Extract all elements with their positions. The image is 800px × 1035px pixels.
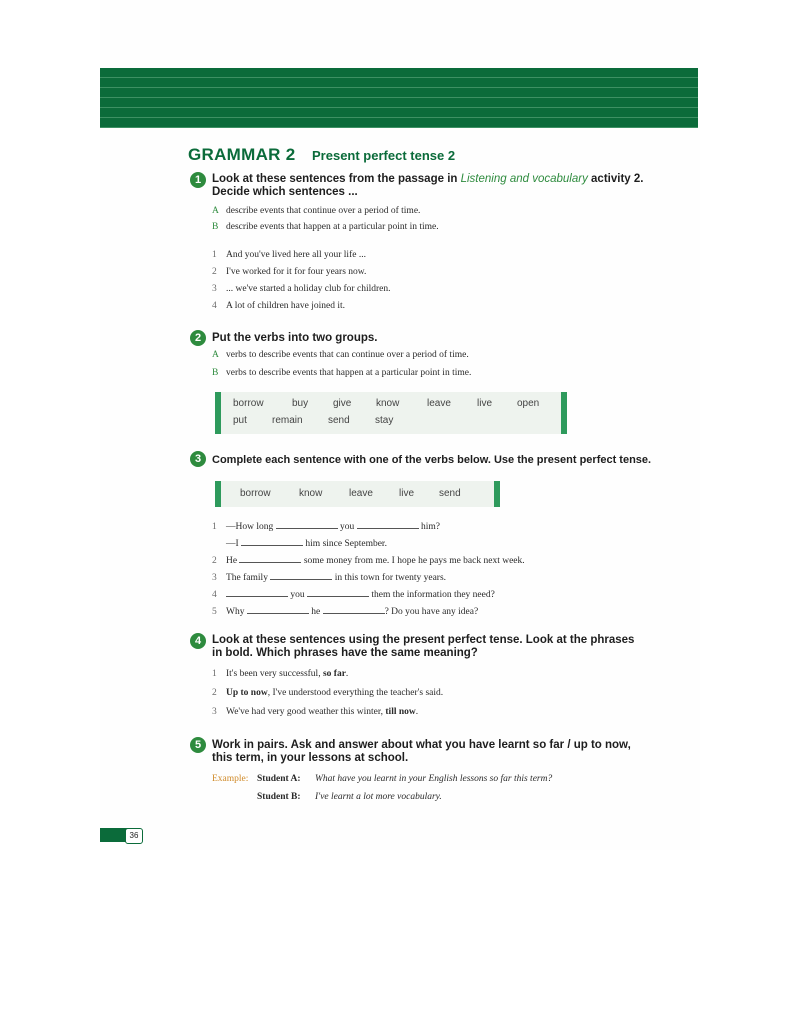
exercise-2-instruction: Put the verbs into two groups. — [212, 332, 378, 344]
word-box-left-bar — [215, 481, 221, 507]
word: give — [333, 398, 352, 409]
word: send — [439, 488, 461, 499]
exercise-5-instruction: Work in pairs. Ask and answer about what you have learnt so far / up to now, this term, in your lessons at school. — [212, 739, 631, 764]
ex3-sentence-2: 2 He some money from me. I hope he pays me back next week. — [212, 553, 525, 566]
header-band — [100, 68, 698, 128]
ex4-sentence-3: 3 We've had very good weather this winter, till now. — [212, 707, 419, 717]
word-box-right-bar — [561, 392, 567, 434]
ex3-sentence-5: 5 Why he ? Do you have any idea? — [212, 604, 478, 617]
ex1-sentence-3: 3 ... we've started a holiday club for children. — [212, 284, 391, 294]
ex1-sentence-4: 4 A lot of children have joined it. — [212, 301, 345, 311]
exercise-3-number: 3 — [190, 451, 206, 467]
word: buy — [292, 398, 309, 409]
page-number: 36 — [125, 828, 143, 844]
ex3-sentence-3: 3 The family in this town for twenty years. — [212, 570, 446, 583]
word: open — [517, 398, 540, 409]
section-title: GRAMMAR 2 — [188, 145, 296, 164]
word: leave — [349, 488, 373, 499]
word: live — [399, 488, 415, 499]
word: stay — [375, 415, 394, 426]
word: know — [376, 398, 400, 409]
word: put — [233, 415, 247, 426]
ex3-sentence-1a: 1 —How long you him? — [212, 519, 440, 532]
ex5-example-b: Student B: I've learnt a lot more vocabulary. — [257, 792, 442, 802]
exercise-1-number: 1 — [190, 172, 206, 188]
ex3-sentence-1b: —I him since September. — [226, 536, 387, 549]
word: send — [328, 415, 350, 426]
word-box-left-bar — [215, 392, 221, 434]
ex1-option-a: A describe events that continue over a period of time. — [212, 206, 421, 216]
exercise-3-instruction: Complete each sentence with one of the verbs below. Use the present perfect tense. — [212, 454, 652, 466]
ex1-option-b: B describe events that happen at a particular point in time. — [212, 222, 439, 232]
word: remain — [272, 415, 303, 426]
word: borrow — [240, 488, 271, 499]
word: live — [477, 398, 493, 409]
ex1-sentence-2: 2 I've worked for it for four years now. — [212, 267, 367, 277]
exercise-2-number: 2 — [190, 330, 206, 346]
exercise-4-number: 4 — [190, 633, 206, 649]
ex2-word-box — [215, 392, 567, 434]
exercise-4-instruction: Look at these sentences using the present perfect tense. Look at the phrases in bold. Which phrases have the same meaning? — [212, 634, 635, 659]
ex4-sentence-1: 1 It's been very successful, so far. — [212, 669, 349, 679]
section-subtitle: Present perfect tense 2 — [312, 148, 456, 163]
word: borrow — [233, 398, 264, 409]
word: know — [299, 488, 323, 499]
ex1-sentence-1: 1 And you've lived here all your life ... — [212, 250, 366, 260]
exercise-5-number: 5 — [190, 737, 206, 753]
ex2-option-b: B verbs to describe events that happen at a particular point in time. — [212, 368, 472, 378]
ex5-example-a: Example: Student A: What have you learnt in your English lessons so far this term? — [212, 774, 553, 784]
word-box-right-bar — [494, 481, 500, 507]
word: leave — [427, 398, 451, 409]
ex3-word-box — [215, 481, 500, 507]
ex4-sentence-2: 2 Up to now, I've understood everything the teacher's said. — [212, 688, 444, 698]
ex3-sentence-4: 4 you them the information they need? — [212, 587, 495, 600]
exercise-1-instruction: Look at these sentences from the passage in Listening and vocabulary activity 2. Decide which sentences ... — [212, 173, 644, 198]
ex2-option-a: A verbs to describe events that can continue over a period of time. — [212, 350, 469, 360]
